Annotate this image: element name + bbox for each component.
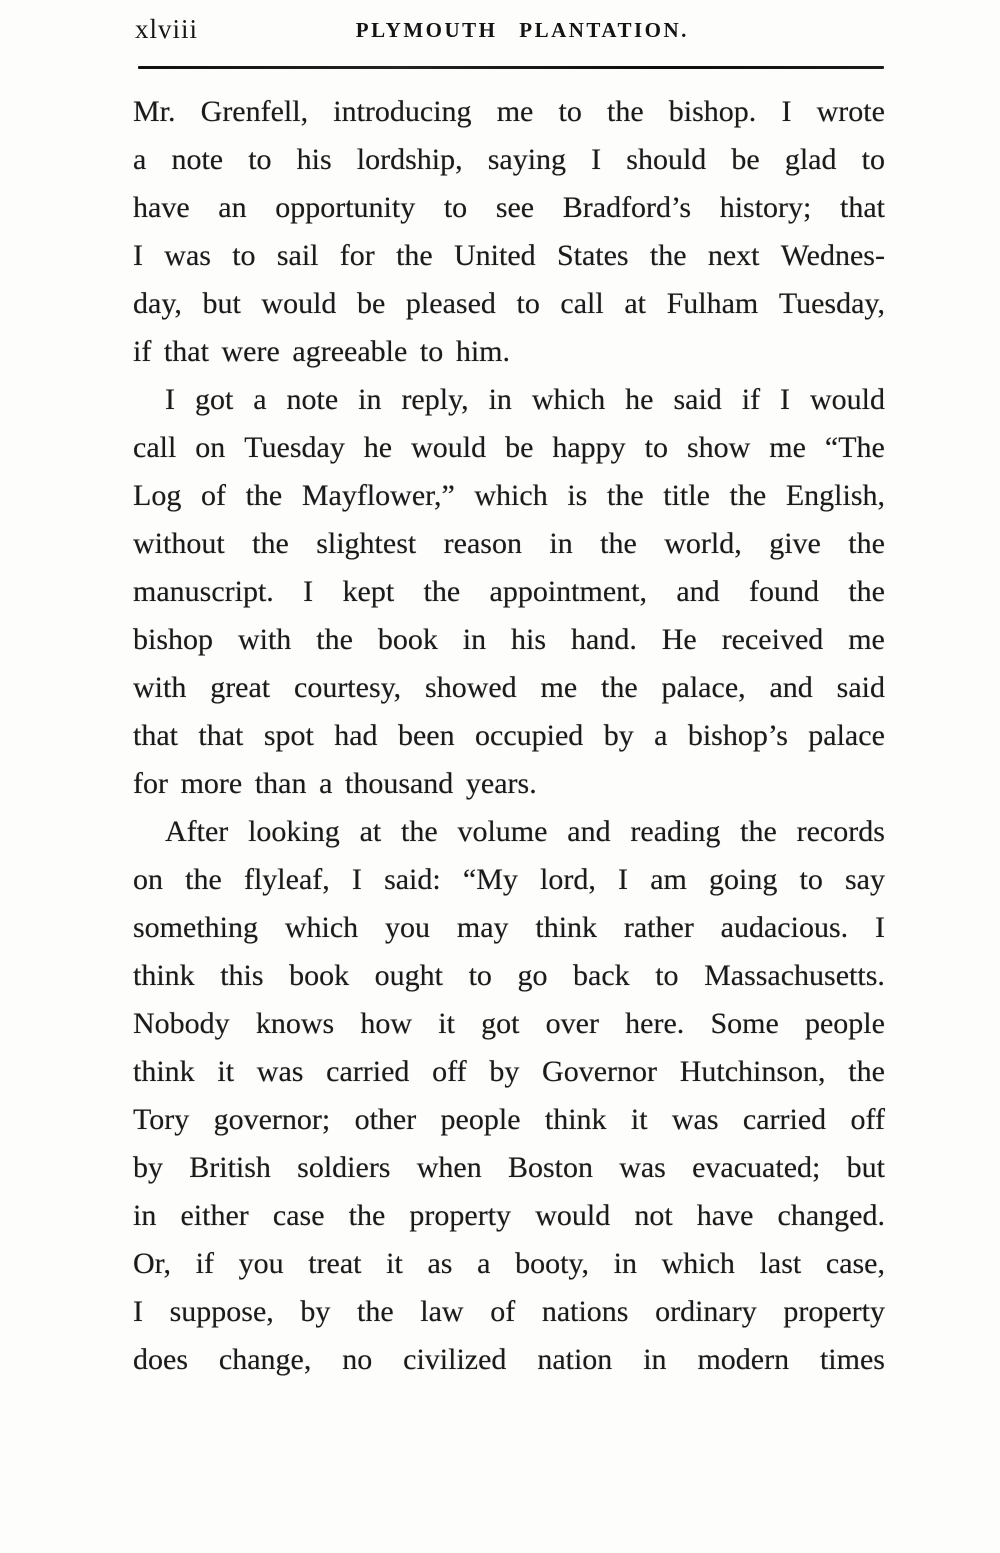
word: by (603, 719, 634, 752)
word: the (848, 527, 885, 560)
word: I (780, 383, 791, 416)
word: manuscript. (133, 575, 274, 608)
word: does (133, 1343, 188, 1376)
word: over (545, 1007, 599, 1040)
text-line (133, 1144, 885, 1192)
word: with (237, 623, 292, 656)
word: if (133, 335, 152, 368)
word: wrote (816, 95, 885, 128)
text-line (133, 1336, 885, 1384)
word: world, (664, 527, 742, 560)
word: of (490, 1295, 516, 1328)
word: evacuated; (692, 1151, 821, 1184)
word: think (535, 911, 598, 944)
word: which (531, 383, 606, 416)
word: with (133, 671, 187, 704)
word: title (663, 479, 710, 512)
word: Tory (133, 1103, 190, 1136)
word: for (339, 239, 375, 272)
word: great (210, 671, 271, 704)
word: Boston (507, 1151, 593, 1184)
text-line (133, 1048, 885, 1096)
word: Wednes- (780, 239, 885, 272)
word: by (133, 1151, 163, 1184)
word: occupied (475, 719, 584, 752)
word: carried (326, 1055, 410, 1088)
word: opportunity (275, 191, 416, 224)
word: note (171, 143, 224, 176)
word: that (839, 191, 885, 224)
word: the (185, 863, 222, 896)
word: more (180, 767, 243, 800)
word: the (396, 239, 433, 272)
word: to (861, 143, 885, 176)
word: glad (784, 143, 837, 176)
word: agreeable (292, 335, 408, 368)
word: modern (697, 1343, 790, 1376)
word: other (354, 1103, 417, 1136)
word: may (456, 911, 509, 944)
word: a (253, 383, 267, 416)
word: would (411, 431, 487, 464)
word: it (438, 1007, 455, 1040)
word: to (799, 863, 823, 896)
text-line (133, 808, 885, 856)
word: next (707, 239, 760, 272)
word: the (252, 527, 289, 560)
word: records (796, 815, 885, 848)
word: “The (824, 431, 885, 464)
text-line (133, 328, 885, 376)
word: book (377, 623, 438, 656)
text-line (133, 88, 885, 136)
word: English, (785, 479, 885, 512)
word: the (401, 815, 438, 848)
word: going (709, 863, 778, 896)
word: was (671, 1103, 719, 1136)
word: think (133, 959, 195, 992)
word: was (164, 239, 211, 272)
word: received (721, 623, 824, 656)
word: carried (742, 1103, 827, 1136)
word: reading (630, 815, 721, 848)
word: off (850, 1103, 885, 1136)
word: pleased (405, 287, 496, 320)
word: the (316, 623, 353, 656)
word: think (544, 1103, 607, 1136)
word: nation (537, 1343, 613, 1376)
word: law (420, 1295, 464, 1328)
word: property (783, 1295, 885, 1328)
word: which (284, 911, 359, 944)
word: been (397, 719, 455, 752)
word: a (477, 1247, 491, 1280)
word: times (819, 1343, 885, 1376)
word: a (654, 719, 668, 752)
word: had (334, 719, 378, 752)
word: ought (374, 959, 444, 992)
text-line (133, 1192, 885, 1240)
word: flyleaf, (243, 863, 330, 896)
word: he (625, 383, 654, 416)
word: is (567, 479, 588, 512)
text-line (133, 568, 885, 616)
word: Bradford’s (562, 191, 692, 224)
word: how (360, 1007, 413, 1040)
word: sail (276, 239, 319, 272)
text-line (133, 1000, 885, 1048)
running-title: PLYMOUTH PLANTATION. (355, 18, 689, 42)
word: States (556, 239, 629, 272)
word: either (180, 1199, 249, 1232)
word: nations (541, 1295, 629, 1328)
word: and (676, 575, 720, 608)
word: reply, (401, 383, 469, 416)
word: would (535, 1199, 611, 1232)
page-header (133, 12, 885, 52)
text-line (133, 952, 885, 1000)
word: this (220, 959, 264, 992)
word: ordinary (655, 1295, 757, 1328)
word: but (202, 287, 241, 320)
word: on (195, 431, 226, 464)
word: in (462, 623, 487, 656)
word: than (254, 767, 307, 800)
word: audacious. (720, 911, 849, 944)
word: a (133, 143, 147, 176)
word: by (489, 1055, 520, 1088)
word: of (200, 479, 226, 512)
word: the (606, 479, 644, 512)
word: bishop. (668, 95, 757, 128)
word: soldiers (297, 1151, 391, 1184)
word: that (133, 719, 178, 752)
word: Log (133, 479, 182, 512)
word: which (474, 479, 548, 512)
page-number: xlviii (135, 14, 199, 44)
word: I (874, 911, 885, 944)
word: looking (248, 815, 340, 848)
word: see (495, 191, 535, 224)
word: not (634, 1199, 673, 1232)
word: governor; (213, 1103, 331, 1136)
word: and (769, 671, 813, 704)
word: appointment, (489, 575, 647, 608)
word: change, (218, 1343, 312, 1376)
word: got (481, 1007, 520, 1040)
word: Some (710, 1007, 779, 1040)
word: here. (625, 1007, 685, 1040)
word: the (357, 1295, 394, 1328)
word: introducing (333, 95, 472, 128)
word: courtesy, (294, 671, 402, 704)
word: Governor (542, 1055, 657, 1088)
word: reason (443, 527, 522, 560)
word: would (261, 287, 337, 320)
word: go (517, 959, 548, 992)
word: hand. (571, 623, 637, 656)
word: years. (465, 767, 537, 800)
word: Massachusetts. (704, 959, 885, 992)
word: said (673, 383, 722, 416)
text-line (133, 664, 885, 712)
word: United (454, 239, 536, 272)
word: in (133, 1199, 157, 1232)
word: book (289, 959, 350, 992)
word: to (558, 95, 582, 128)
word: Hutchinson, (679, 1055, 826, 1088)
word: bishop (133, 623, 214, 656)
word: give (769, 527, 821, 560)
word: were (221, 335, 280, 368)
word: but (846, 1151, 885, 1184)
word: would (809, 383, 885, 416)
word: the (423, 575, 461, 608)
word: at (359, 815, 382, 848)
text-line (133, 280, 885, 328)
text-line (133, 1096, 885, 1144)
word: to (516, 287, 540, 320)
word: civilized (403, 1343, 507, 1376)
word: in (488, 383, 512, 416)
word: found (749, 575, 819, 608)
text-line (133, 760, 885, 808)
word: me (540, 671, 578, 704)
text-line (133, 1240, 885, 1288)
word: Fulham (666, 287, 759, 320)
word: saying (487, 143, 567, 176)
word: in (358, 383, 382, 416)
word: an (218, 191, 247, 224)
word: I (303, 575, 314, 608)
word: the (848, 575, 885, 608)
word: no (342, 1343, 373, 1376)
word: case (272, 1199, 325, 1232)
word: got (194, 383, 234, 416)
word: property (409, 1199, 512, 1232)
word: the (649, 239, 687, 272)
word: him. (455, 335, 511, 368)
word: you (385, 911, 431, 944)
word: note (286, 383, 339, 416)
word: say (845, 863, 885, 896)
text-line (133, 1288, 885, 1336)
word: happy (552, 431, 626, 464)
word: be (731, 143, 760, 176)
word: it (217, 1055, 235, 1088)
word: suppose, (169, 1295, 274, 1328)
word: case, (825, 1247, 885, 1280)
word: his (296, 143, 332, 176)
word: slightest (316, 527, 417, 560)
word: said: (384, 863, 441, 896)
word: I (781, 95, 792, 128)
word: Tuesday, (778, 287, 885, 320)
word: changed. (777, 1199, 885, 1232)
text-line (133, 136, 885, 184)
word: rather (623, 911, 694, 944)
word: me (848, 623, 885, 656)
word: think (133, 1055, 195, 1088)
word: people (804, 1007, 885, 1040)
word: bishop’s (687, 719, 788, 752)
word: Nobody (133, 1007, 230, 1040)
word: am (650, 863, 687, 896)
word: to (419, 335, 444, 368)
word: he (363, 431, 393, 464)
text-line (133, 376, 885, 424)
word: to (644, 431, 668, 464)
word: kept (342, 575, 395, 608)
word: on (133, 863, 163, 896)
word: call (133, 431, 177, 464)
word: a (319, 767, 333, 800)
word: palace, (661, 671, 746, 704)
word: I (165, 383, 175, 416)
word: was (256, 1055, 304, 1088)
text-line (133, 232, 885, 280)
page-body (133, 88, 885, 1384)
word: in (613, 1247, 637, 1280)
word: the (729, 479, 767, 512)
text-line (133, 712, 885, 760)
word: said (836, 671, 885, 704)
word: me (769, 431, 806, 464)
word: the (348, 1199, 386, 1232)
text-line (133, 856, 885, 904)
word: I (591, 143, 602, 176)
word: After (165, 815, 229, 848)
word: to (248, 143, 272, 176)
word: something (133, 911, 258, 944)
word: at (624, 287, 646, 320)
word: the (606, 95, 644, 128)
word: off (432, 1055, 467, 1088)
word: show (686, 431, 751, 464)
word: treat (308, 1247, 362, 1280)
word: the (740, 815, 777, 848)
word: and (567, 815, 611, 848)
word: it (630, 1103, 648, 1136)
word: be (505, 431, 534, 464)
text-line (133, 616, 885, 664)
text-line (133, 472, 885, 520)
word: I (351, 863, 362, 896)
word: people (440, 1103, 521, 1136)
word: when (416, 1151, 482, 1184)
word: which (661, 1247, 735, 1280)
word: for (133, 767, 168, 800)
word: He (661, 623, 697, 656)
word: Mayflower,” (301, 479, 455, 512)
word: without (133, 527, 225, 560)
word: to (443, 191, 468, 224)
word: if (741, 383, 761, 416)
word: palace (808, 719, 885, 752)
word: spot (263, 719, 314, 752)
word: to (468, 959, 492, 992)
word: booty, (515, 1247, 589, 1280)
word: if (195, 1247, 214, 1280)
word: call (560, 287, 604, 320)
word: Or, (133, 1247, 171, 1280)
word: Mr. (133, 95, 176, 128)
word: back (573, 959, 630, 992)
text-line (133, 184, 885, 232)
word: lord, (540, 863, 596, 896)
word: to (232, 239, 256, 272)
word: that (198, 719, 244, 752)
word: you (238, 1247, 284, 1280)
word: I (618, 863, 629, 896)
word: have (133, 191, 190, 224)
word: lordship, (356, 143, 463, 176)
word: day, (133, 287, 182, 320)
word: last (759, 1247, 802, 1280)
word: the (601, 671, 638, 704)
word: Tuesday (244, 431, 345, 464)
word: I (133, 239, 143, 272)
word: Grenfell, (200, 95, 309, 128)
word: in (643, 1343, 667, 1376)
word: “My (462, 863, 518, 896)
word: the (848, 1055, 885, 1088)
word: in (549, 527, 573, 560)
word: was (619, 1151, 666, 1184)
word: volume (457, 815, 548, 848)
word: thousand (344, 767, 454, 800)
word: showed (425, 671, 517, 704)
word: should (626, 143, 707, 176)
text-line (133, 904, 885, 952)
word: his (511, 623, 547, 656)
word: to (655, 959, 679, 992)
word: the (600, 527, 637, 560)
word: me (496, 95, 534, 128)
word: have (696, 1199, 754, 1232)
text-line (133, 520, 885, 568)
word: as (427, 1247, 453, 1280)
word: British (189, 1151, 271, 1184)
word: that (163, 335, 209, 368)
word: it (386, 1247, 403, 1280)
word: be (357, 287, 386, 320)
word: by (300, 1295, 331, 1328)
header-rule (138, 66, 884, 69)
word: I (133, 1295, 143, 1328)
text-line (133, 424, 885, 472)
word: history; (719, 191, 812, 224)
word: the (245, 479, 283, 512)
word: knows (255, 1007, 335, 1040)
